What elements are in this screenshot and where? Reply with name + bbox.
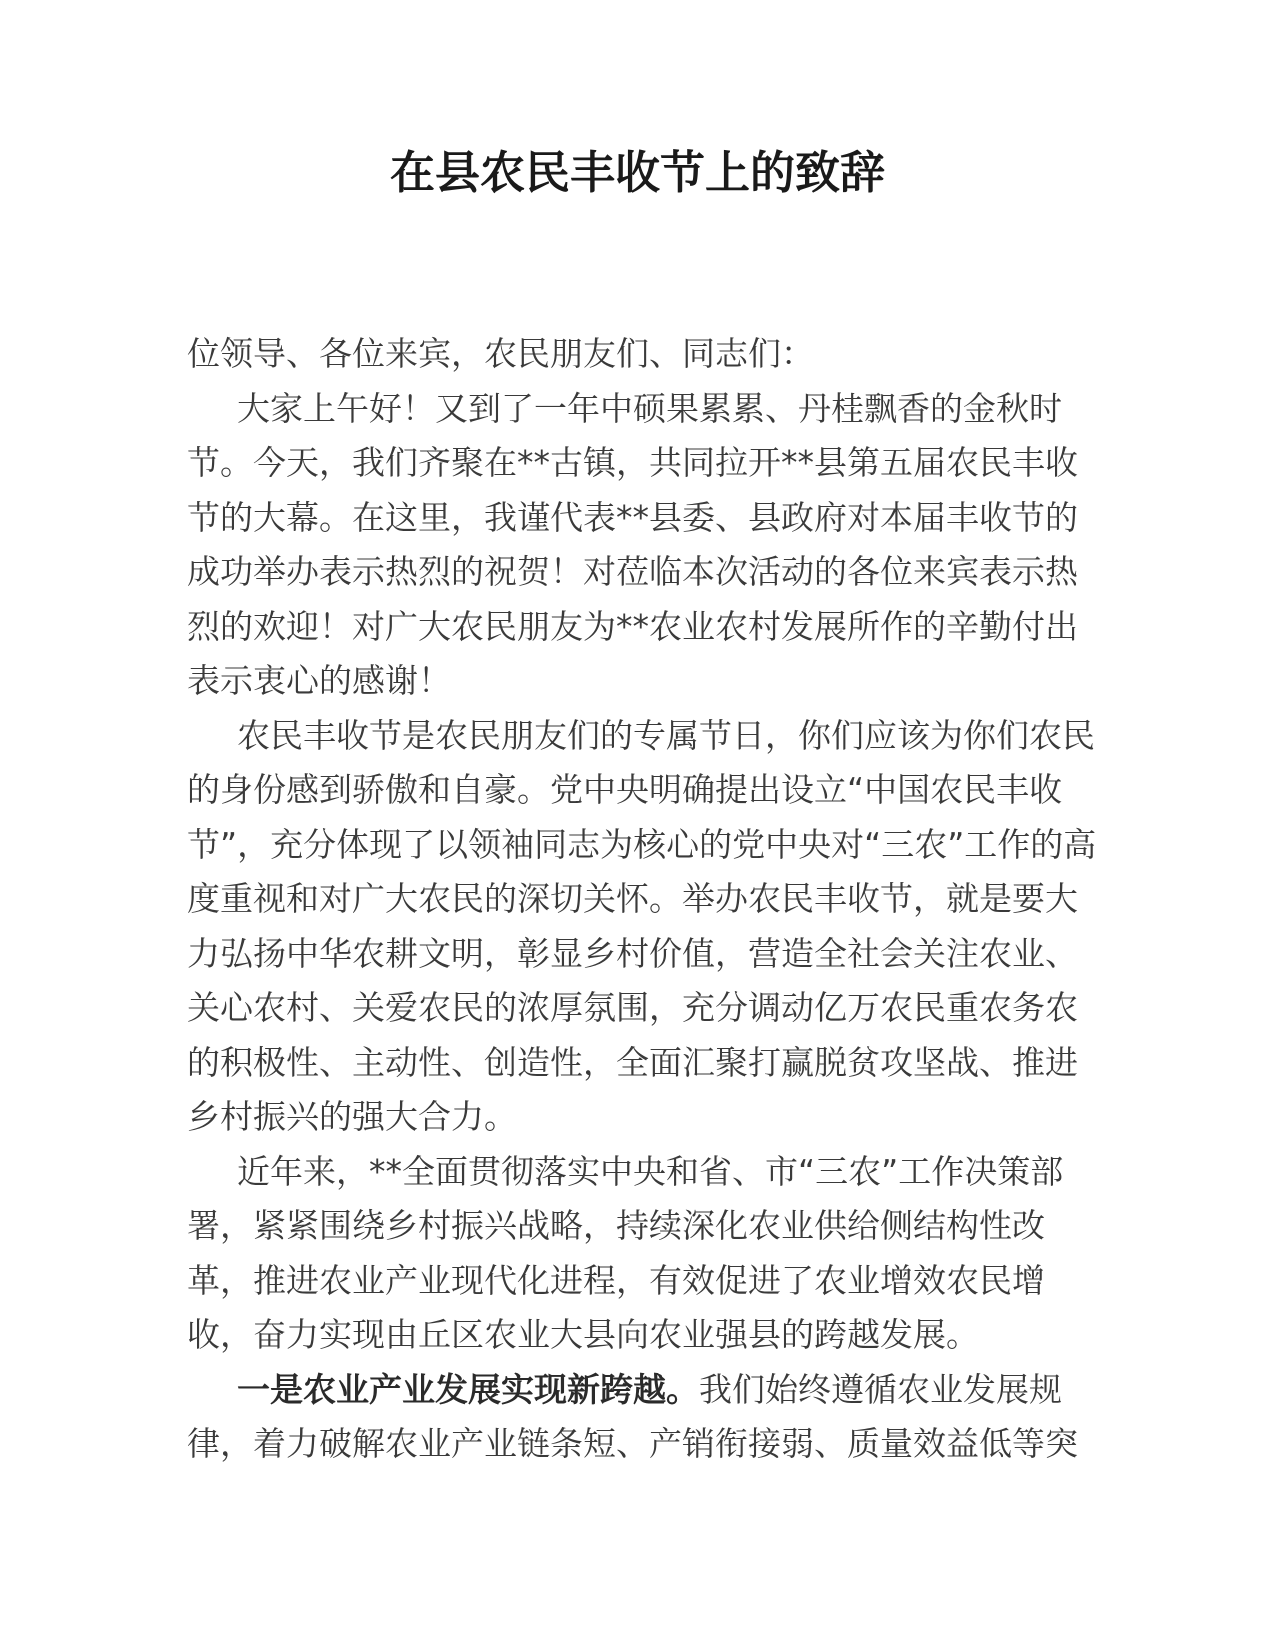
paragraph-bold-lead: 一是农业产业发展实现新跨越。 (237, 1369, 699, 1409)
document-body (187, 327, 1102, 1472)
paragraph-greeting: 大家上午好！又到了一年中硕果累累、丹桂飘香的金秋时节。今天，我们齐聚在**古镇，共同拉开**县第五届农民丰收节的大幕。在这里，我谨代表**县委、县政府对本届丰收节的成功举办表示热烈的祝贺！对莅临本次活动的各位来宾表示热烈的欢迎！对广大农民朋友为**农业农村发展所作的辛勤付出表示衷心的感谢！ (187, 388, 1078, 700)
paragraph-text: 我们始终遵循农业发展规律，着力破解农业产业链条短、产销衔接弱、质量效益低等突 (187, 1369, 1078, 1463)
salutation: 位领导、各位来宾，农民朋友们、同志们： (187, 334, 814, 373)
paragraph-agriculture-industry (187, 1363, 1102, 1472)
paragraph-festival-meaning: 农民丰收节是农民朋友们的专属节日，你们应该为你们农民的身份感到骄傲和自豪。党中央明确提出设立“中国农民丰收节”，充分体现了以领袖同志为核心的党中央对“三农”工作的高度重视和对广大农民的深切关怀。举办农民丰收节，就是要大力弘扬中华农耕文明，彰显乡村价值，营造全社会关注农业、关心农村、关爱农民的浓厚氛围，充分调动亿万农民重农务农的积极性、主动性、创造性，全面汇聚打赢脱贫攻坚战、推进乡村振兴的强大合力。 (187, 715, 1097, 1136)
paragraph-recent-years: 近年来，**全面贯彻落实中央和省、市“三农”工作决策部署，紧紧围绕乡村振兴战略，持续深化农业供给侧结构性改革，推进农业产业现代化进程，有效促进了农业增效农民增收，奋力实现由丘区农业大县向农业强县的跨越发展。 (187, 1151, 1064, 1354)
document-title: 在县农民丰收节上的致辞 (389, 146, 885, 199)
